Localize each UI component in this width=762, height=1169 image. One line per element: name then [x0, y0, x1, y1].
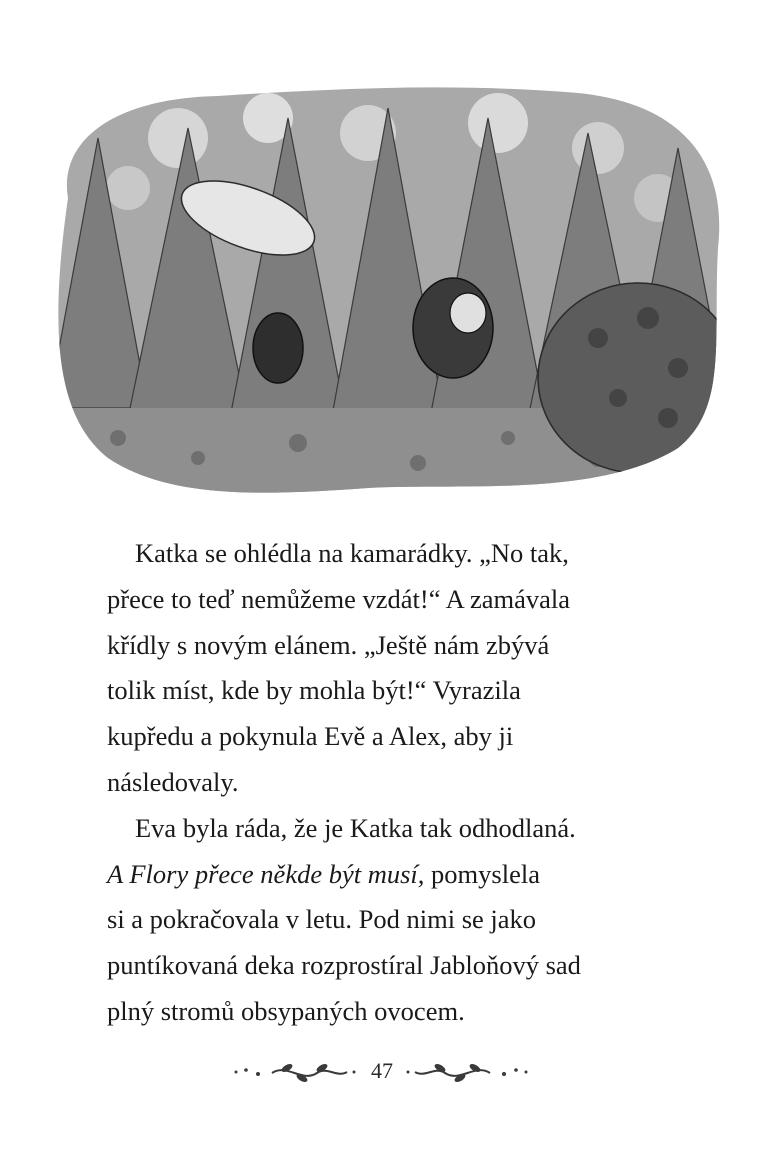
- paragraph-2-line: [107, 852, 667, 898]
- paragraph-1-line: křídly s novým elánem. „Ještě nám zbývá: [107, 629, 550, 660]
- paragraph-2-line: plný stromů obsypaných ovocem.: [107, 995, 465, 1026]
- paragraph-1-line: následovaly.: [107, 766, 239, 797]
- paragraph-1-line: přece to teď nemůžeme vzdát!“ A zamávala: [107, 583, 570, 614]
- paragraph-1-line: kupředu a pokynula Evě a Alex, aby ji: [107, 721, 514, 752]
- paragraph-2-line: Eva byla ráda, že je Katka tak odhodlaná.: [135, 812, 576, 843]
- leaf-vine-ornament-icon: [232, 1058, 362, 1088]
- forest-owls-illustration: [38, 78, 728, 498]
- page-number: 47: [371, 1058, 393, 1083]
- paragraph-2-line-rest: pomyslela: [424, 858, 540, 889]
- leaf-vine-ornament-icon: [400, 1058, 530, 1088]
- paragraph-2-line: si a pokračovala v letu. Pod nimi se jako: [107, 904, 537, 935]
- paragraph-1-line: Katka se ohlédla na kamarádky. „No tak,: [135, 538, 569, 568]
- story-text: [107, 531, 667, 1035]
- page-footer: [0, 1050, 762, 1090]
- italic-thought: A Flory přece někde být musí,: [107, 858, 425, 889]
- paragraph-2-line: puntíkovaná deka rozprostíral Jabloňový sad: [107, 950, 581, 981]
- paragraph-1-line: tolik míst, kde by mohla být!“ Vyrazila: [107, 675, 521, 706]
